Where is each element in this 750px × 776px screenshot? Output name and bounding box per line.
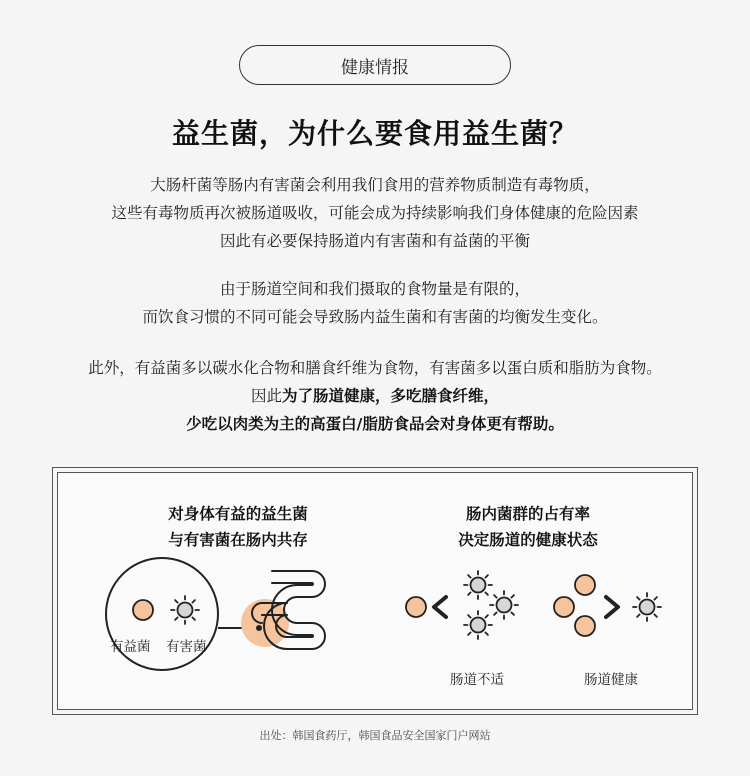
section-badge-label: 健康情报: [341, 57, 409, 78]
paragraph-line-bold: 少吃以肉类为主的高蛋白/脂肪食品会对身体更有帮助。: [186, 415, 564, 433]
intestine-dot: [256, 625, 262, 631]
left-title-line: 与有害菌在肠内共存: [168, 531, 308, 549]
source-citation: 出处：韩国食药厅，韩国食品安全国家门户网站: [259, 729, 491, 742]
good-bacteria-label: 有益菌: [110, 639, 151, 655]
infographic-inner-border: [57, 472, 693, 710]
bad-bacteria-icon: [464, 611, 492, 639]
bad-bacteria-icon: [490, 591, 518, 619]
paragraph-1: [0, 171, 750, 255]
paragraph-3: [0, 354, 750, 438]
paragraph-bold-text: 为了肠道健康，多吃膳食纤维，: [282, 387, 500, 405]
right-title-line: 决定肠道的健康状态: [458, 531, 598, 549]
page-title: 益生菌，为什么要食用益生菌？: [171, 117, 578, 150]
bad-bacteria-icon: [171, 596, 199, 624]
paragraph-line: 大肠杆菌等肠内有害菌会利用我们食用的营养物质制造有毒物质，: [150, 176, 600, 194]
good-bacteria-icon: [554, 597, 574, 617]
healthy-gut-label: 肠道健康: [584, 672, 638, 688]
paragraph-line: 由于肠道空间和我们摄取的食物量是有限的，: [219, 280, 530, 298]
paragraph-2: [0, 275, 750, 331]
bad-bacteria-icon: [633, 593, 661, 621]
good-bacteria-icon: [406, 597, 426, 617]
unhealthy-gut-label: 肠道不适: [450, 672, 504, 688]
bad-bacteria-icon: [464, 571, 492, 599]
section-badge: [239, 45, 511, 85]
left-title-line: 对身体有益的益生菌: [168, 505, 308, 523]
bad-bacteria-label: 有害菌: [166, 639, 207, 655]
paragraph-line: 因此有必要保持肠道内有害菌和有益菌的平衡: [219, 232, 530, 250]
paragraph-line: 此外，有益菌多以碳水化合物和膳食纤维为食物，有害菌多以蛋白质和脂肪为食物。: [88, 359, 662, 377]
paragraph-line: [0, 382, 750, 410]
right-title-line: 肠内菌群的占有率: [465, 505, 590, 523]
good-bacteria-icon: [133, 600, 153, 620]
paragraph-plain-text: 因此: [250, 387, 282, 405]
paragraph-line: 这些有毒物质再次被肠道吸收，可能会成为持续影响我们身体健康的危险因素: [111, 204, 639, 222]
infographic-frame: [52, 467, 698, 715]
greater-than-icon: [606, 597, 618, 617]
good-bacteria-icon: [575, 616, 595, 636]
paragraph-line: 而饮食习惯的不同可能会导致肠内益生菌和有害菌的均衡发生变化。: [142, 308, 608, 326]
less-than-icon: [434, 597, 446, 617]
good-bacteria-icon: [575, 575, 595, 595]
